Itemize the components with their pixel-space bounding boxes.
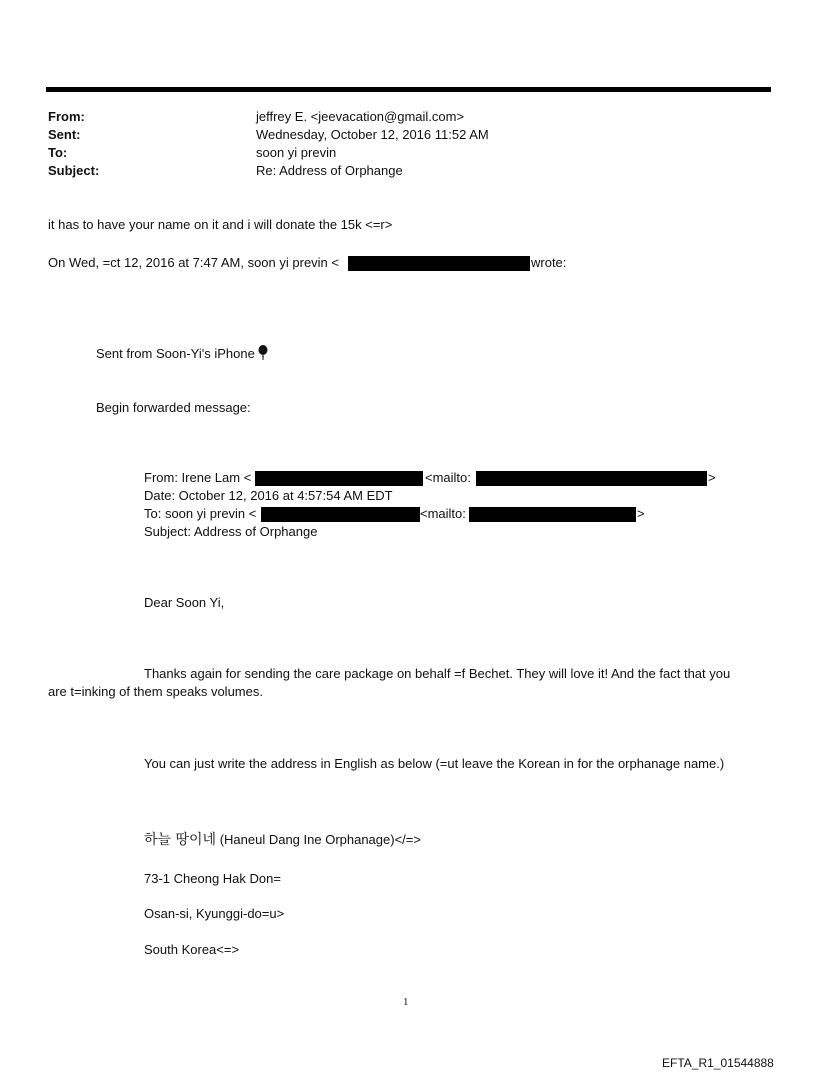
begin-forwarded: Begin forwarded message: bbox=[96, 400, 251, 415]
para2: You can just write the address in English as below (=ut leave the Korean in for the orphanage name.) bbox=[144, 756, 725, 771]
para1-line1: Thanks again for sending the care package on behalf =f Bechet. They will love it! And the fact that you bbox=[144, 666, 731, 681]
subject-value: Re: Address of Orphange bbox=[256, 163, 403, 178]
to-value: soon yi previn bbox=[256, 145, 337, 160]
redaction-bar bbox=[469, 507, 636, 522]
fwd-from-prefix: From: Irene Lam < bbox=[144, 470, 252, 485]
fwd-to-prefix: To: soon yi previn < bbox=[144, 506, 257, 521]
bates-number: EFTA_R1_01544888 bbox=[662, 1056, 774, 1070]
from-value: jeffrey E. <jeevacation@gmail.com> bbox=[256, 109, 465, 124]
orphanage-name-line bbox=[144, 832, 421, 848]
para1-line2: are t=inking of them speaks volumes. bbox=[48, 684, 263, 699]
fwd-date-line: Date: October 12, 2016 at 4:57:54 AM EDT bbox=[144, 488, 393, 503]
redaction-bar bbox=[348, 256, 530, 271]
fwd-to-mailto: <mailto: bbox=[420, 506, 466, 521]
greeting: Dear Soon Yi, bbox=[144, 595, 225, 610]
page-number: 1 bbox=[403, 996, 409, 1008]
address-line-3: South Korea<=> bbox=[144, 942, 240, 957]
from-label: From: bbox=[48, 109, 85, 124]
reply-line: it has to have your name on it and i will donate the 15k <=r> bbox=[48, 217, 393, 232]
on-wrote-suffix: wrote: bbox=[531, 255, 567, 270]
redaction-bar bbox=[255, 471, 423, 486]
subject-label: Subject: bbox=[48, 163, 100, 178]
sent-from-line bbox=[96, 345, 268, 364]
sent-label: Sent: bbox=[48, 127, 81, 142]
address-line-2: Osan-si, Kyunggi-do=u> bbox=[144, 906, 285, 921]
to-label: To: bbox=[48, 145, 68, 160]
fwd-subject-line: Subject: Address of Orphange bbox=[144, 524, 318, 539]
redaction-bar bbox=[476, 471, 707, 486]
sent-value: Wednesday, October 12, 2016 11:52 AM bbox=[256, 127, 489, 142]
fwd-from-close: > bbox=[708, 470, 716, 485]
address-line-1: 73-1 Cheong Hak Don= bbox=[144, 871, 281, 886]
fwd-from-mailto: <mailto: bbox=[425, 470, 471, 485]
redaction-bar bbox=[261, 507, 420, 522]
balloon-icon bbox=[258, 345, 268, 364]
header-rule bbox=[46, 87, 771, 92]
on-wrote-prefix: On Wed, =ct 12, 2016 at 7:47 AM, soon yi previn < bbox=[48, 255, 339, 270]
fwd-to-close: > bbox=[637, 506, 645, 521]
orphanage-name-english: (Haneul Dang Ine Orphanage)</=> bbox=[216, 832, 421, 847]
sent-from-text: Sent from Soon-Yi's iPhone bbox=[96, 346, 255, 361]
orphanage-name-korean: 하늘 땅이네 bbox=[144, 832, 217, 848]
